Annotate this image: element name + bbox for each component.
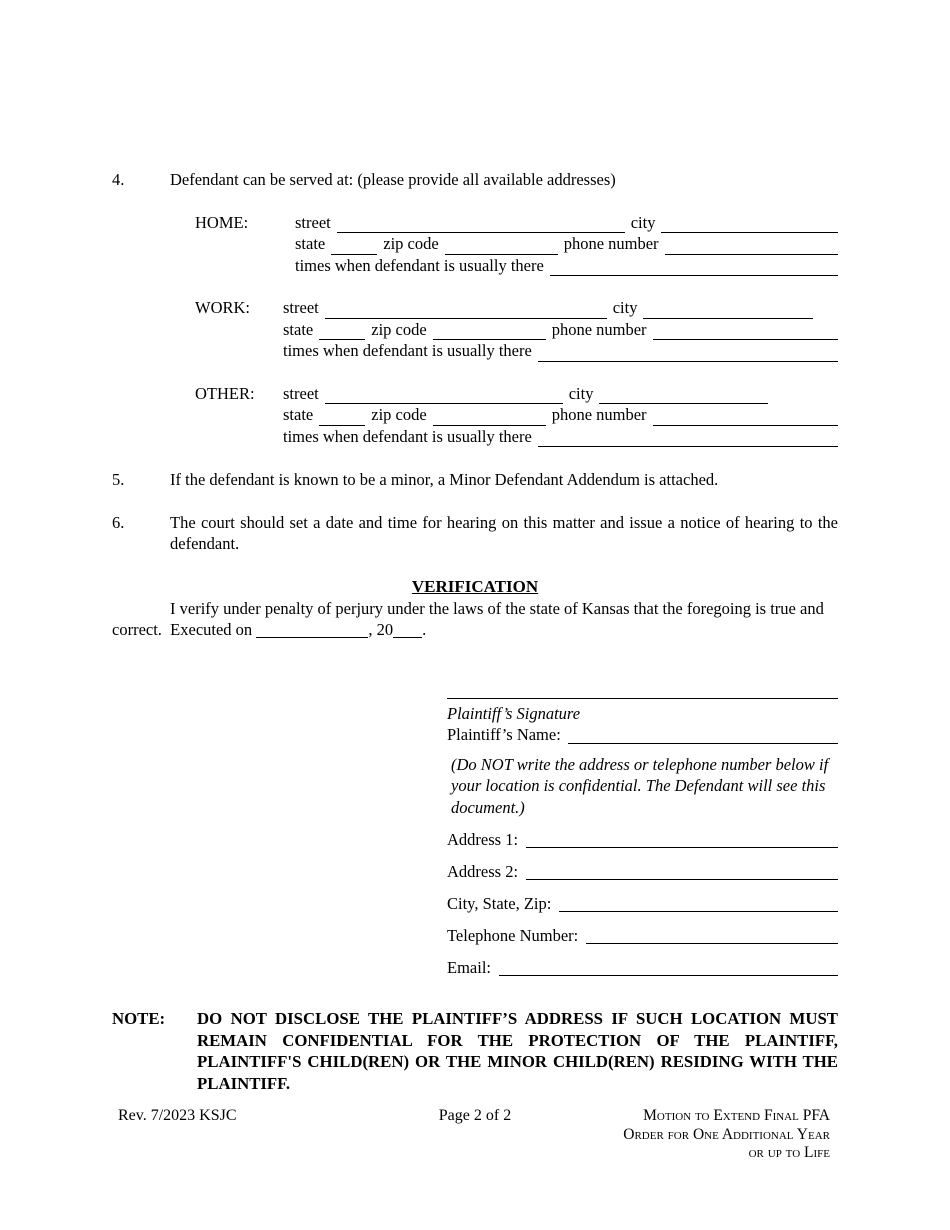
home-times-blank-line[interactable] [550, 272, 838, 276]
address-block-other-label: OTHER: [195, 383, 255, 403]
times-label: times when defendant is usually there [283, 426, 532, 446]
telephone-row [447, 925, 838, 947]
work-street-row [283, 297, 838, 319]
work-times-blank-line[interactable] [538, 358, 838, 362]
state-label: state [283, 319, 314, 339]
signature-caption: Plaintiff’s Signature [447, 703, 581, 723]
item-6-number: 6. [112, 512, 125, 532]
home-times-row [295, 255, 838, 277]
address2-row [447, 861, 838, 883]
city-label: city [612, 298, 638, 317]
zip-code-label: zip code [383, 234, 439, 253]
verification-text: I verify under penalty of perjury under the laws of the state of Kansas that the foregoing is true and correct. Executed on [112, 598, 824, 639]
email-row [447, 957, 838, 979]
plaintiffs-name-blank-line[interactable] [568, 740, 838, 744]
address-block-home-label: HOME: [195, 212, 249, 232]
city-label: city [568, 383, 594, 403]
verification-paragraph [112, 598, 838, 641]
other-times-blank-line[interactable] [538, 443, 838, 447]
work-times-row [283, 340, 838, 362]
phone-number-label: phone number [551, 319, 647, 339]
zip-code-label: zip code [371, 405, 427, 424]
email-label: Email: [447, 957, 491, 977]
home-city-blank-line[interactable] [661, 229, 838, 233]
item-5 [112, 469, 838, 491]
verification-heading: VERIFICATION [411, 576, 539, 596]
city-state-zip-label: City, State, Zip: [447, 893, 552, 913]
city-label: city [630, 212, 656, 232]
address1-label: Address 1: [447, 829, 519, 849]
note-text: DO NOT DISCLOSE THE PLAINTIFF’S ADDRESS IF SUCH LOCATION MUST REMAIN CONFIDENTIAL FOR THE PROTECTION OF THE PLAINTIFF, PLAINTIFF'S CHILD(REN) OR THE MINOR CHILD(REN) RESIDING WITH THE PLAINTIFF. [197, 1009, 838, 1093]
other-phone-blank-line[interactable] [653, 422, 838, 426]
footer-page-number: Page 2 of 2 [438, 1107, 512, 1125]
address2-label: Address 2: [447, 861, 519, 881]
year-blank-line[interactable] [393, 626, 422, 638]
address-block-work [195, 297, 838, 362]
zip-code-label: zip code [371, 319, 427, 339]
times-label: times when defendant is usually there [295, 255, 544, 275]
note-section [112, 1008, 838, 1094]
telephone-blank-line[interactable] [586, 940, 838, 944]
note-label: NOTE: [112, 1009, 166, 1028]
state-label: state [283, 405, 314, 424]
home-phone-blank-line[interactable] [665, 251, 838, 255]
state-label: state [295, 234, 326, 253]
home-street-row [295, 212, 838, 234]
other-street-row [283, 383, 838, 405]
city-state-zip-row [447, 893, 838, 915]
page-footer [112, 1107, 838, 1162]
telephone-number-label: Telephone Number: [447, 925, 579, 945]
footer-form-title-line1: Motion to Extend Final PFA [643, 1107, 830, 1125]
plaintiffs-name-label: Plaintiff’s Name: [447, 725, 561, 744]
street-label: street [283, 383, 319, 403]
address-block-other [195, 383, 838, 448]
street-label: street [295, 212, 331, 232]
other-state-row [283, 404, 838, 426]
address-block-work-label: WORK: [195, 298, 250, 317]
item-4-text: Defendant can be served at: (please provide all available addresses) [170, 170, 616, 189]
address2-blank-line[interactable] [526, 876, 838, 880]
work-phone-blank-line[interactable] [653, 336, 838, 340]
verification-period: . [422, 620, 427, 639]
other-times-row [283, 426, 838, 448]
other-street-blank-line[interactable] [325, 400, 563, 404]
email-blank-line[interactable] [499, 972, 838, 976]
street-label: street [283, 298, 319, 317]
address1-blank-line[interactable] [526, 844, 838, 848]
signature-block [447, 698, 838, 979]
executed-on-date-blank-line[interactable] [256, 626, 368, 638]
home-state-row [295, 233, 838, 255]
confidential-note: (Do NOT write the address or telephone number below if your location is confidential. The Defendant will see this document.) [451, 754, 829, 817]
item-4-number: 4. [112, 170, 125, 189]
item-6 [112, 512, 838, 555]
footer-form-title-line2: Order for One Additional Year [623, 1125, 830, 1143]
footer-form-title [623, 1107, 830, 1163]
year-prefix: , 20 [368, 620, 394, 639]
address-block-home [195, 212, 838, 277]
footer-form-title-line3: or up to Life [748, 1144, 830, 1162]
address1-row [447, 829, 838, 851]
times-label: times when defendant is usually there [283, 341, 532, 360]
item-4 [112, 169, 838, 191]
item-5-text: If the defendant is known to be a minor, a Minor Defendant Addendum is attached. [170, 470, 719, 489]
phone-number-label: phone number [551, 405, 647, 424]
item-6-text: The court should set a date and time for hearing on this matter and issue a notice of hearing to the defendant. [170, 512, 838, 553]
work-state-row [283, 319, 838, 341]
footer-revision: Rev. 7/2023 KSJC [118, 1107, 237, 1125]
signature-blank-line[interactable] [447, 698, 838, 699]
work-city-blank-line[interactable] [643, 315, 813, 319]
phone-number-label: phone number [563, 234, 659, 253]
city-state-zip-blank-line[interactable] [559, 908, 838, 912]
item-5-number: 5. [112, 470, 125, 489]
plaintiffs-name-row [447, 724, 838, 746]
